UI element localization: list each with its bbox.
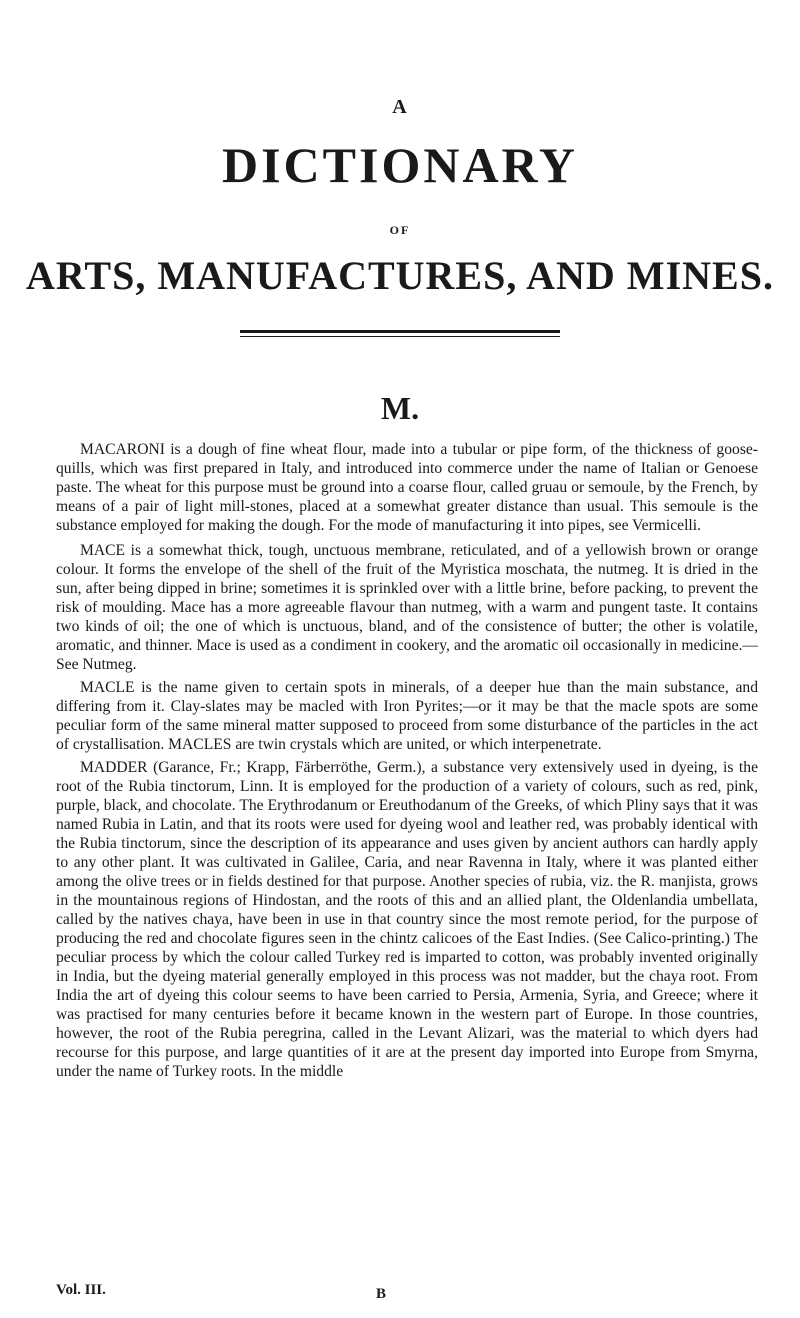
header-article: A xyxy=(392,96,408,118)
section-letter: M. xyxy=(380,390,420,426)
paragraph-madder: MADDER (Garance, Fr.; Krapp, Färberröthe, Germ.), a substance very extensively used in dyeing, is the root of the Rubia tinctorum, Linn. It is employed for the production of a variety of colours, such as red, pink, purple, black, and chocolate. The Erythrodanum or Ereuthodanum of the Greeks, of which Pliny says that it was named Rubia in Latin, and that its roots were used for dyeing wool and leather red, was probably identical with the Rubia tinctorum, since the description of its appearance and uses given by ancient authors can hardly apply to any other plant. It was cultivated in Galilee, Caria, and near Ravenna in Italy, where it was planted either among the olive trees or in fields destined for that purpose. Another species of rubia, viz. the R. manjista, grows in the mountainous regions of Hindostan, and the roots of this and an allied plant, the Oldenlandia umbellata, called by the natives chaya, have been in use in that country since the most remote period, for the purpose of producing the red and chocolate figures seen in the chintz calicoes of the East Indies. (See Calico-printing.) The peculiar process by which the colour called Turkey red is imparted to cotton, was probably invented originally in India, but the dyeing material generally employed in this process was not madder, but the chaya root. From India the art of dyeing this colour seems to have been carried to Persia, Armenia, Syria, and Greece; where it was practised for many centuries before it became known in the western part of Europe. In those countries, however, the root of the Rubia peregrina, called in the Levant Alizari, was the material to which dyers had recourse for this purpose, and large quantities of it are at the present day imported into Europe from Smyrna, under the name of Turkey roots. In the middle xyxy=(56,759,758,1080)
paragraph-macaroni: MACARONI is a dough of fine wheat flour, made into a tubular or pipe form, of the thickness of goose-quills, which was first prepared in Italy, and introduced into commerce under the name of Italian or Genoese paste. The wheat for this purpose must be ground into a coarse flour, called gruau or semoule, by the French, by means of a pair of light mill-stones, placed at a somewhat greater distance than usual. This semoule is the substance employed for making the dough. For the mode of manufacturing it into pipes, see Vermicelli. xyxy=(56,441,758,534)
paragraph-macle: MACLE is the name given to certain spots in minerals, of a deeper hue than the main substance, and differing from it. Clay-slates may be macled with Iron Pyrites;—or it may be that the macle spots are some peculiar form of the same mineral matter supposed to proceed from some disturbance of the particles in the act of crystallisation. MACLES are twin crystals which are united, or which interpenetrate. xyxy=(56,679,758,753)
signature-mark: B xyxy=(376,1286,387,1302)
page-title: DICTIONARY xyxy=(221,137,579,193)
header-of: OF xyxy=(389,223,411,237)
paragraph-mace: MACE is a somewhat thick, tough, unctuous membrane, reticulated, and of a yellowish brown or orange colour. It forms the envelope of the shell of the fruit of the Myristica moschata, the nutmeg. It is dried in the sun, after being dipped in brine; sometimes it is sprinkled over with a little brine, before packing, to prevent the risk of moulding. Mace has a more agreeable flavour than nutmeg, with a warm and pungent taste. It contains two kinds of oil; the one of which is unctuous, bland, and of the consistence of butter; the other is volatile, aromatic, and thinner. Mace is used as a condiment in cookery, and the aromatic oil occasionally in medicine.— See Nutmeg. xyxy=(56,542,758,673)
title-rule-thin xyxy=(240,336,560,337)
title-rule-thick xyxy=(240,330,560,333)
page-subtitle: ARTS, MANUFACTURES, AND MINES. xyxy=(26,253,774,298)
page-footer xyxy=(56,1282,758,1306)
body-text xyxy=(56,440,758,1085)
volume-label: Vol. III. xyxy=(56,1282,106,1298)
